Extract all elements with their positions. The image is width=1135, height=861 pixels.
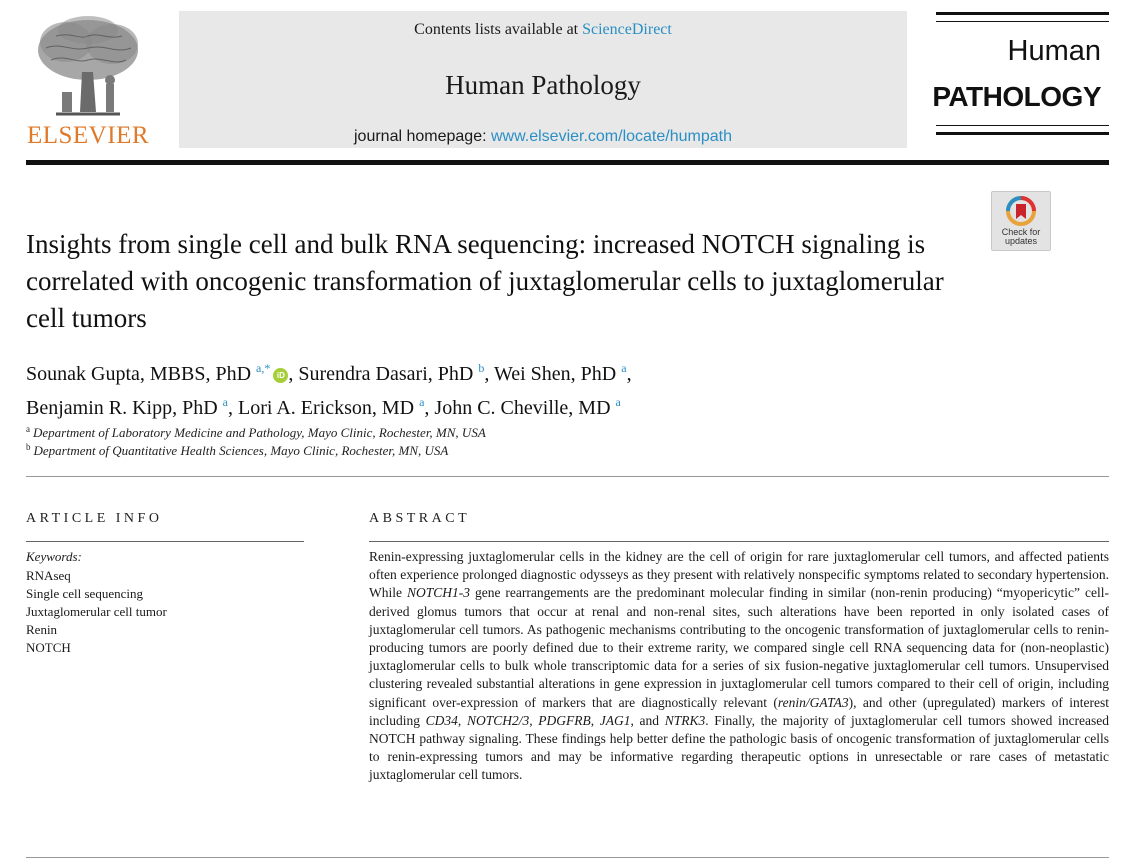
abstract-rule	[369, 541, 1109, 542]
bookmark-icon	[1006, 196, 1036, 226]
author-name[interactable]: Lori A. Erickson, MD	[238, 397, 415, 419]
check-for-updates-button[interactable]	[991, 191, 1051, 251]
author-name[interactable]: Wei Shen, PhD	[493, 363, 617, 385]
keywords-list	[26, 567, 167, 657]
elsevier-wordmark: ELSEVIER	[26, 122, 150, 149]
author-name[interactable]: Surendra Dasari, PhD	[298, 363, 474, 385]
footer-divider	[26, 857, 1109, 858]
affiliation-a: $^a$ Department of Laboratory Medicine and Pathology, Mayo Clinic, Rochester, MN, USA	[26, 424, 486, 440]
author-affiliation-sup[interactable]: b	[478, 361, 485, 375]
orcid-icon[interactable]: iD	[273, 368, 288, 383]
author-affiliation-sup[interactable]: a	[621, 361, 627, 375]
article-title: Insights from single cell and bulk RNA sequencing: increased NOTCH signaling is correlated with oncogenic transformation of juxtaglomerular cells to juxtaglomerular cell tumors	[26, 229, 944, 333]
keyword-item: RNAseq	[26, 568, 71, 583]
author-affiliation-sup[interactable]: a	[615, 395, 621, 409]
journal-brand-logo	[932, 12, 1109, 135]
brand-line-2: PATHOLOGY	[932, 81, 1101, 112]
author-line-1: Sounak Gupta, MBBS, PhD $^{a,*}$iD , Surendra Dasari, PhD $^b$, Wei Shen, PhD $^a$,	[26, 361, 632, 385]
abstract-text: Renin-expressing juxtaglomerular cells in the kidney are the cell of origin for rare juxtaglomerular cell tumors, and affected patients often experience prolonged diagnostic odysseys as they present with relatively nonspecific symptoms related to secondary hypertension. While NOTCH1-3 gene rearrangements are the predominant molecular finding in similar (non-renin producing) “myopericytic” cell-derived glomus tumors that occur at renal and non-renal sites, such alterations have been reported in only isolated cases of juxtaglomerular cell tumors. As pathogenic mechanisms contributing to the oncogenic transformation of juxtaglomerular cells to renin-producing tumors are poorly defined due to their extreme rarity, we compared single cell RNA sequencing data for (non-neoplastic) juxtaglomerular cells to bulk whole transcriptomic data for a series of six fusion-negative juxtaglomerular cell tumors. Unsupervised clustering revealed substantial alterations in gene expression in juxtaglomerular cell tumors compared to their cell of origin, including significant over-expression of markers that are diagnostically relevant (renin/GATA3), and other (upregulated) markers of interest including CD34, NOTCH2/3, PDGFRB, JAG1, and NTRK3. Finally, the majority of juxtaglomerular cell tumors showed increased NOTCH pathway signaling. These findings help better define the pathologic basis of oncogenic transformation of juxtaglomerular cells to renin-expressing tumors and may be informative regarding therapeutic options in unresectable or rare cases of metastatic juxtaglomerular cell tumors.	[369, 549, 1110, 783]
brand-line-1: Human	[1007, 35, 1101, 67]
abstract-heading: ABSTRACT	[369, 511, 471, 526]
journal-homepage-link[interactable]: www.elsevier.com/locate/humpath	[490, 128, 732, 145]
contents-line: Contents lists available at ScienceDirect	[414, 21, 672, 38]
keyword-item: NOTCH	[26, 640, 71, 655]
journal-title: Human Pathology	[445, 70, 641, 100]
journal-banner	[179, 11, 907, 148]
article-info-heading: ARTICLE INFO	[26, 511, 163, 526]
keyword-item: Juxtaglomerular cell tumor	[26, 604, 167, 619]
affiliation-divider	[26, 476, 1109, 477]
article-info-rule	[26, 541, 304, 542]
author-affiliation-sup[interactable]: a	[222, 395, 228, 409]
affiliation-b: $^b$ Department of Quantitative Health Sciences, Mayo Clinic, Rochester, MN, USA	[26, 442, 449, 458]
header-divider	[26, 160, 1109, 165]
author-affiliation-sup[interactable]: a,*	[256, 361, 271, 375]
author-name[interactable]: John C. Cheville, MD	[434, 397, 611, 419]
author-name[interactable]: Sounak Gupta, MBBS, PhD	[26, 363, 252, 385]
keywords-label: Keywords:	[26, 549, 82, 564]
author-name[interactable]: Benjamin R. Kipp, PhD	[26, 397, 218, 419]
homepage-line: journal homepage: www.elsevier.com/locate/humpath	[354, 128, 732, 145]
author-line-2: Benjamin R. Kipp, PhD $^a$, Lori A. Erickson, MD $^a$, John C. Cheville, MD $^a$	[26, 395, 621, 419]
keyword-item: Renin	[26, 622, 58, 637]
keyword-item: Single cell sequencing	[26, 586, 143, 601]
author-list	[26, 354, 1026, 422]
sciencedirect-link[interactable]: ScienceDirect	[582, 21, 672, 38]
badge-label: Check for updates	[1001, 227, 1041, 246]
author-affiliation-sup[interactable]: a	[419, 395, 425, 409]
